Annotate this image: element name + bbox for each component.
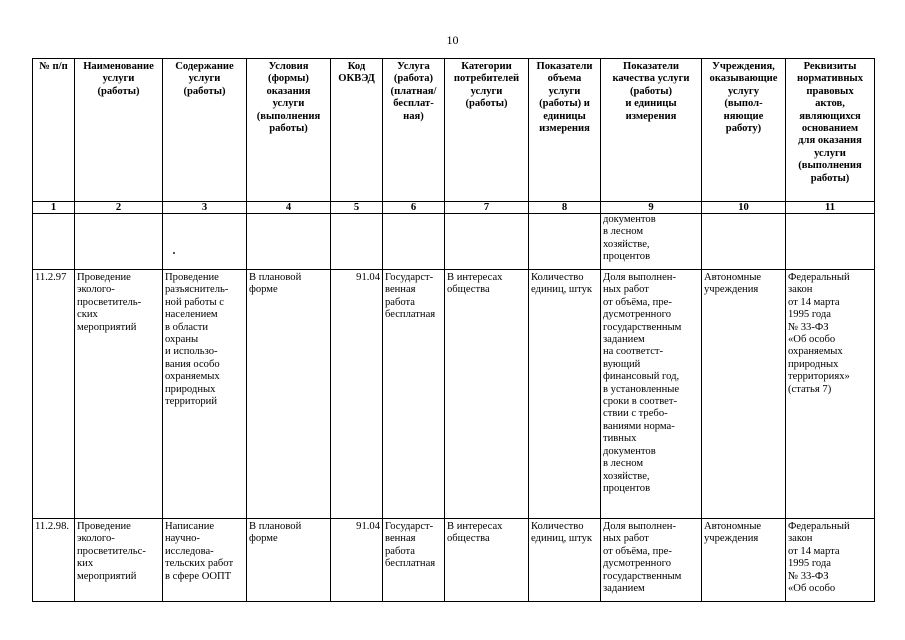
column-header-number: № п/п (33, 59, 75, 202)
table-header (33, 59, 875, 214)
column-number: 11 (786, 202, 875, 214)
cell-number (33, 214, 75, 270)
page-number: 10 (446, 33, 459, 47)
column-number: 1 (33, 202, 75, 214)
column-number: 6 (383, 202, 445, 214)
cell-name: Проведение эколого- просветитель- ских мероприятий (75, 270, 163, 519)
cell-consumers: В интересах общества (445, 519, 529, 602)
cell-content: Проведение разъяснитель- ной работы с населением в области охраны и использо- вания особо охраняемых природных территорий (163, 270, 247, 519)
cell-volume: Количество единиц, штук (529, 519, 601, 602)
cell-number: 11.2.98. (33, 519, 75, 602)
services-table (32, 58, 875, 602)
cell-legal (786, 214, 875, 270)
cell-quality: документов в лесном хозяйстве, процентов (601, 214, 702, 270)
column-number: 8 (529, 202, 601, 214)
cell-content (163, 214, 247, 270)
cell-institutions: Автономные учреждения (702, 519, 786, 602)
cell-content: Написание научно- исследова- тельских работ в сфере ООПТ (163, 519, 247, 602)
cell-quality: Доля выполнен- ных работ от объёма, пре- дусмотренного государственным заданием на соответст- вующий финансовый год, в установленные сроки в соответ- ствии с требо- ваниями норма- тивных документов в лесном хозяйстве, процентов (601, 270, 702, 519)
cell-okved: 91.04 (331, 270, 383, 519)
column-header-paid: Услуга (работа) (платная/ бесплат- ная) (383, 59, 445, 202)
cell-volume (529, 214, 601, 270)
column-number-row (33, 202, 875, 214)
cell-name: Проведение эколого- просветительс- ких мероприятий (75, 519, 163, 602)
cell-legal: Федеральный закон от 14 марта 1995 года № 33-ФЗ «Об особо (786, 519, 875, 602)
table-row (33, 519, 875, 602)
cell-quality: Доля выполнен- ных работ от объёма, пре- дусмотренного государственным заданием (601, 519, 702, 602)
column-header-volume: Показатели объема услуги (работы) и единицы измерения (529, 59, 601, 202)
column-header-okved: Код ОКВЭД (331, 59, 383, 202)
table-row-continuation (33, 214, 875, 270)
cell-number: 11.2.97 (33, 270, 75, 519)
cell-name (75, 214, 163, 270)
cell-conditions: В плановой форме (247, 270, 331, 519)
column-header-name: Наименование услуги (работы) (75, 59, 163, 202)
cell-okved (331, 214, 383, 270)
cell-institutions: Автономные учреждения (702, 270, 786, 519)
column-number: 3 (163, 202, 247, 214)
column-header-consumers: Категории потребителей услуги (работы) (445, 59, 529, 202)
cell-institutions (702, 214, 786, 270)
column-number: 4 (247, 202, 331, 214)
cell-conditions (247, 214, 331, 270)
column-number: 7 (445, 202, 529, 214)
cell-consumers (445, 214, 529, 270)
column-number: 5 (331, 202, 383, 214)
cell-paid: Государст- венная работа бесплатная (383, 519, 445, 602)
column-header-legal: Реквизиты нормативных правовых актов, являющихся основанием для оказания услуги (выполнения работы) (786, 59, 875, 202)
column-header-content: Содержание услуги (работы) (163, 59, 247, 202)
column-header-quality: Показатели качества услуги (работы) и единицы измерения (601, 59, 702, 202)
cell-paid: Государст- венная работа бесплатная (383, 270, 445, 519)
cell-consumers: В интересах общества (445, 270, 529, 519)
column-number: 2 (75, 202, 163, 214)
cell-okved: 91.04 (331, 519, 383, 602)
cell-conditions: В плановой форме (247, 519, 331, 602)
column-number: 10 (702, 202, 786, 214)
column-number: 9 (601, 202, 702, 214)
cell-paid (383, 214, 445, 270)
cell-volume: Количество единиц, штук (529, 270, 601, 519)
column-header-conditions: Условия (формы) оказания услуги (выполнения работы) (247, 59, 331, 202)
cell-legal: Федеральный закон от 14 марта 1995 года № 33-ФЗ «Об особо охраняемых природных территориях» (статья 7) (786, 270, 875, 519)
column-header-institutions: Учреждения, оказывающие услугу (выпол- няющие работу) (702, 59, 786, 202)
header-row (33, 59, 875, 202)
table-row (33, 270, 875, 519)
